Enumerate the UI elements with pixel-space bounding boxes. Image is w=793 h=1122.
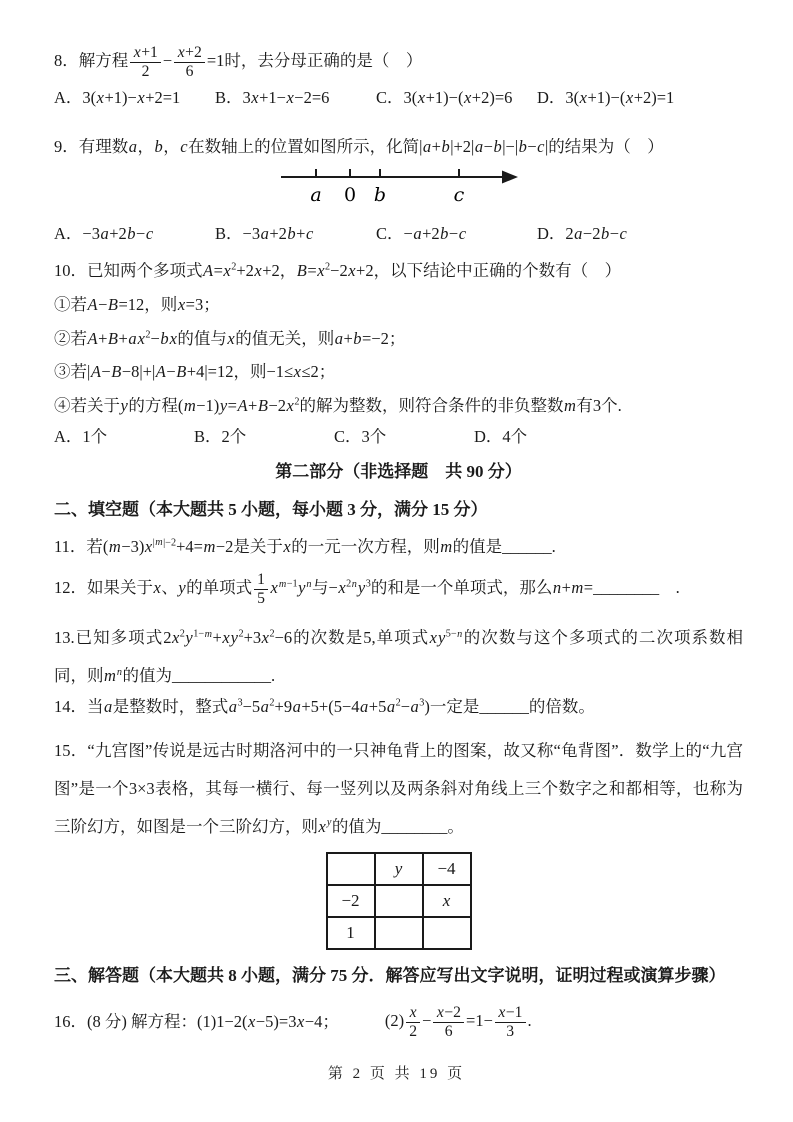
magic-square-cell — [375, 885, 423, 917]
question-9 — [54, 135, 743, 247]
question-12 — [54, 571, 743, 607]
option-formula: 3x+1−x−2=6 — [242, 88, 330, 108]
option-formula: 2a−2b−c — [565, 224, 627, 244]
question-15-stem: 15．“九宫图”传说是远古时期洛河中的一只神龟背上的图案，故又称“龟背图”．数学上的“九宫图”是一个3×3表格，其每一横行、每一竖列以及两条斜对角线上三个数字之和都相等，也称为三阶幻方，如图是一个三阶幻方，则$x^y$的值为________。 — [54, 741, 743, 836]
option-label: A． — [54, 224, 83, 244]
option-text: 3个 — [361, 426, 387, 446]
question-14-stem: 14．当a是整数时，整式$a^3-5a^2+9a+5+(5-4a+5a^2-a^3)$一定是______的倍数。 — [54, 697, 595, 717]
option-formula: 3(x+1)−x+2=1 — [82, 88, 181, 108]
question-12-stem: 12．如果关于x、y的单项式 $\frac{1}{5}$ $x^{m-1}y^n$与$-x^{2n}y^3$的和是一个单项式，那么n+m=________ . — [54, 571, 680, 607]
question-8-options — [54, 86, 743, 111]
option-formula: −3a+2b+c — [242, 224, 314, 244]
option-d — [537, 222, 627, 247]
option-text: 2个 — [221, 426, 247, 446]
option-text: 4个 — [502, 426, 528, 446]
question-16-prefix: 16．(8 分) 解方程： — [54, 1012, 197, 1032]
option-b — [215, 86, 376, 111]
magic-square-cell — [423, 917, 471, 949]
option-c — [376, 222, 537, 247]
number-line-arrowhead — [502, 170, 518, 183]
option-label: D． — [474, 426, 503, 446]
magic-square-cell: x — [423, 885, 471, 917]
question-11 — [54, 535, 743, 560]
option-label: A． — [54, 426, 83, 446]
option-c — [334, 425, 474, 450]
question-15 — [54, 732, 743, 950]
option-label: C． — [376, 88, 404, 108]
magic-square-row — [327, 885, 471, 917]
magic-square-cell — [327, 853, 375, 885]
magic-square-row — [327, 917, 471, 949]
option-formula: −3a+2b−c — [82, 224, 154, 244]
option-a — [54, 425, 194, 450]
number-line-label-b: b — [373, 183, 386, 206]
number-line-label-a: a — [309, 183, 322, 206]
magic-square-cell — [375, 917, 423, 949]
question-11-stem: 11．若$(m-3)x^{|m|-2}+4=m-2$是关于x的一元一次方程，则m的值是______. — [54, 536, 556, 556]
question-9-options — [54, 222, 743, 247]
question-9-stem: 9．有理数a，b，c在数轴上的位置如图所示，化简|a+b|+2|a−b|−|b−c|的结果为（ ） — [54, 136, 664, 156]
magic-square-cell: −2 — [327, 885, 375, 917]
answer-section-header: 三、解答题（本大题共 8 小题，满分 75 分．解答应写出文字说明，证明过程或演算步骤） — [54, 965, 726, 985]
option-label: D． — [537, 88, 566, 108]
option-formula: −a+2b−c — [403, 224, 467, 244]
page-footer: 第 2 页 共 19 页 — [327, 1066, 466, 1082]
option-label: A． — [54, 88, 83, 108]
option-label: B． — [194, 426, 222, 446]
magic-square-cell: −4 — [423, 853, 471, 885]
question-13-stem: 13.已知多项式$2x^2y^{1-m}+xy^2+3x^2-6$的次数是5,单项式$xy^{5-n}$的次数与这个多项式的二次项系数相同，则$m^n$的值为____________. — [54, 628, 744, 686]
question-16-stem — [54, 1004, 743, 1040]
magic-square-row — [327, 853, 471, 885]
number-line-figure-wrap — [54, 163, 743, 217]
question-10-item-2: ②若$A+B+ax^2-bx$的值与x的值无关，则a+b=−2； — [54, 328, 406, 348]
question-8 — [54, 44, 743, 111]
question-8-stem: 8．解方程 $\frac{x+1}{2}$ − $\frac{x+2}{6}$ =1时，去分母正确的是（ ） — [54, 44, 423, 80]
number-line-label-c: c — [453, 183, 464, 206]
question-16-equation-1: (1)1−2(x−5)=3x−4； — [197, 1012, 339, 1032]
question-16 — [54, 1004, 743, 1040]
option-a — [54, 86, 215, 111]
question-10-stem: 10．已知两个多项式$A=x^2+2x+2$，$B=x^2-2x+2$，以下结论中正确的个数有（ ） — [54, 261, 622, 281]
question-10-item-3: ③若|A−B−8|+|A−B+4|=12，则−1≤x≤2； — [54, 362, 336, 382]
option-formula: 3(x+1)−(x+2)=1 — [565, 88, 675, 108]
magic-square-cell: 1 — [327, 917, 375, 949]
question-14 — [54, 695, 743, 720]
option-a — [54, 222, 215, 247]
option-c — [376, 86, 537, 111]
question-13 — [54, 619, 743, 695]
option-d — [474, 425, 614, 450]
option-b — [215, 222, 376, 247]
option-label: B． — [215, 88, 243, 108]
option-formula: 3(x+1)−(x+2)=6 — [403, 88, 513, 108]
fill-in-section-header: 二、填空题（本大题共 5 小题，每小题 3 分，满分 15 分） — [54, 500, 488, 520]
option-label: C． — [376, 224, 404, 244]
magic-square-table — [326, 852, 472, 950]
option-label: D． — [537, 224, 566, 244]
option-text: 1个 — [82, 426, 108, 446]
question-10-options — [54, 425, 743, 450]
option-b — [194, 425, 334, 450]
option-d — [537, 86, 674, 111]
question-10-item-4: ④若关于y的方程$(m-1)y=A+B-2x^2$的解为整数，则符合条件的非负整数m有3个. — [54, 396, 622, 416]
option-label: B． — [215, 224, 243, 244]
magic-square-cell: y — [375, 853, 423, 885]
part2-header: 第二部分（非选择题 共 90 分） — [275, 461, 522, 481]
option-label: C． — [334, 426, 362, 446]
number-line-label-zero: 0 — [343, 183, 356, 206]
question-10-item-1: ①若A−B=12，则x=3； — [54, 294, 220, 314]
question-10 — [54, 259, 743, 450]
question-10-items — [54, 293, 743, 419]
number-line-figure — [279, 163, 519, 209]
question-16-equation-2: (2) $\frac{x}{2}$ − $\frac{x-2}{6}$ =1− $\frac{x-1}{3}$ . — [384, 1004, 532, 1040]
